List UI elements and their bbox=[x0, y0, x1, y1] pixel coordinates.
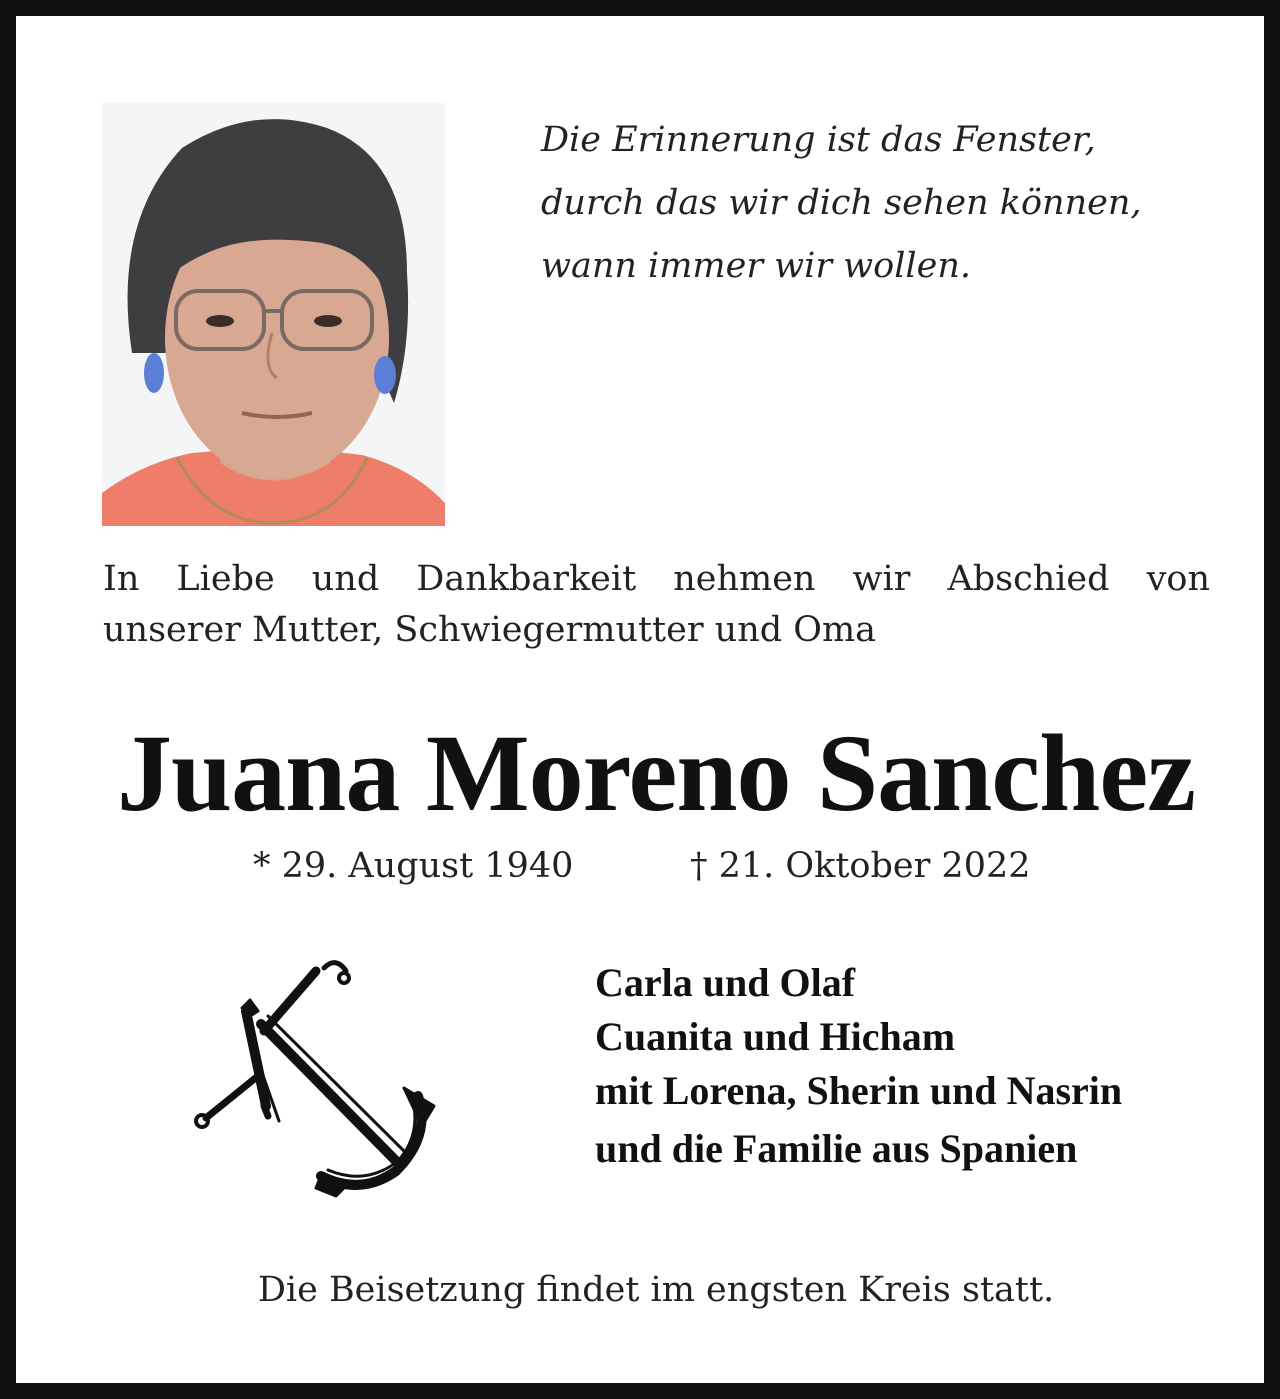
mourner-line: und die Familie aus Spanien bbox=[595, 1126, 1078, 1171]
quote-line: durch das wir dich sehen können, bbox=[541, 183, 1142, 223]
mourner-line: Cuanita und Hicham bbox=[595, 1014, 956, 1059]
memorial-quote bbox=[541, 109, 1142, 298]
quote-line: wann immer wir wollen. bbox=[541, 246, 971, 286]
quote-line: Die Erinnerung ist das Fenster, bbox=[541, 120, 1096, 160]
mourner-line: Carla und Olaf bbox=[595, 960, 856, 1005]
portrait-icon bbox=[102, 103, 445, 526]
deceased-name: Juana Moreno Sanchez bbox=[116, 712, 1195, 834]
death-date: † 21. Oktober 2022 bbox=[690, 846, 1031, 886]
intro-line: In Liebe und Dankbarkeit nehmen wir Abschied von bbox=[103, 559, 1210, 599]
mourners-list bbox=[595, 956, 1122, 1176]
birth-date: * 29. August 1940 bbox=[253, 846, 574, 886]
anchor-icon bbox=[186, 956, 446, 1206]
farewell-intro bbox=[103, 554, 1210, 656]
mourner-line: mit Lorena, Sherin und Nasrin bbox=[595, 1068, 1123, 1113]
portrait-photo bbox=[102, 103, 445, 526]
intro-line: unserer Mutter, Schwiegermutter und Oma bbox=[103, 610, 877, 650]
funeral-note: Die Beisetzung findet im engsten Kreis statt. bbox=[257, 1270, 1055, 1310]
